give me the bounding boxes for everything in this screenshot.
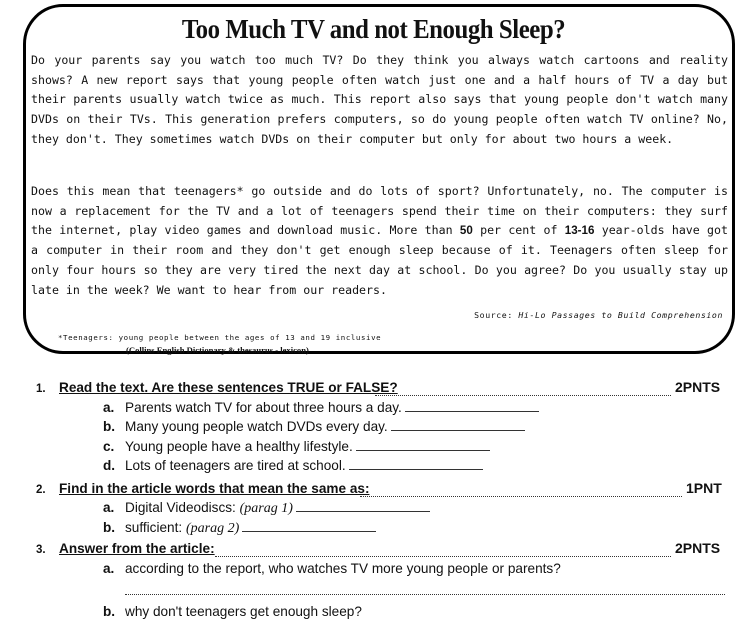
question-text: Find in the article words that mean the same as: (59, 481, 370, 496)
article-source (474, 310, 723, 320)
paragraph-2-part-b: per cent of (472, 223, 565, 238)
question-number: 1. (36, 383, 46, 395)
question-points: 2PNTS (675, 540, 721, 556)
paragraph-2-part-a: Does this mean that teenagers* go outside and do lots of sport? Unfortunately, no. The computer is now a replacement for the TV and a lot of teenagers spend their time on their computers: they surf the internet, play video games and download music. More than (31, 184, 728, 238)
question-3-item-b: b. why don't teenagers get enough sleep? (103, 604, 362, 619)
question-points: 1PNT (686, 480, 722, 496)
answer-line[interactable] (296, 511, 430, 512)
percent-value: 50 (459, 224, 473, 238)
answer-line[interactable] (125, 594, 725, 595)
article-title: Too Much TV and not Enough Sleep? (181, 14, 566, 44)
question-2-item-b: b. sufficient: (parag 2) (103, 520, 376, 537)
question-points: 2PNTS (675, 379, 721, 395)
answer-line[interactable] (349, 469, 483, 470)
answer-line[interactable] (405, 411, 539, 412)
footnote: *Teenagers: young people between the ages of 13 and 19 inclusive (58, 333, 382, 342)
question-1-item-c: c. Young people have a healthy lifestyle. (103, 439, 490, 454)
article-paragraph-1: Do your parents say you watch too much TV? Do they think you always watch cartoons and reality shows? A new report says that young people often watch just one and a half hours of TV a day but their parents usually watch twice as much. This report also says that young people don't watch many DVDs on their TVs. This generation prefers computers, so do young people often watch TV online? No, they don't. They sometimes watch DVDs on their computer but only for about two hours a week. (31, 53, 728, 146)
question-1-item-b: b. Many young people watch DVDs every day. (103, 419, 525, 434)
source-label: Source: (474, 310, 513, 320)
dotted-leader (375, 395, 671, 396)
question-1-item-a: a. Parents watch TV for about three hours a day. (103, 400, 539, 415)
question-text: Answer from the article: (59, 541, 215, 556)
dotted-leader (215, 556, 671, 557)
paragraph-2-part-c: year-olds have got a computer in their room and they don't get enough sleep because of it. Teenagers often sleep for only four hours so they are very tired the next day at school. Do you agree? Do you usually stay up late in the week? We want to hear from our readers. (31, 223, 728, 297)
article-paragraph-2 (31, 182, 728, 300)
footnote-source: (Collins English Dictionary & thesaurus - lexicon) (126, 345, 309, 355)
question-3-item-a: a. according to the report, who watches TV more young people or parents? (103, 561, 561, 576)
question-1-item-d: d. Lots of teenagers are tired at school. (103, 458, 483, 473)
question-number: 2. (36, 484, 46, 496)
answer-line[interactable] (242, 531, 376, 532)
question-text: Read the text. Are these sentences TRUE or FALSE? (59, 380, 398, 395)
dotted-leader (360, 496, 682, 497)
answer-line[interactable] (356, 450, 490, 451)
answer-line[interactable] (391, 430, 525, 431)
age-range: 13-16 (564, 224, 595, 238)
source-title: Hi-Lo Passages to Build Comprehension (518, 310, 723, 320)
question-number: 3. (36, 544, 46, 556)
question-2-item-a: a. Digital Videodiscs: (parag 1) (103, 500, 430, 517)
